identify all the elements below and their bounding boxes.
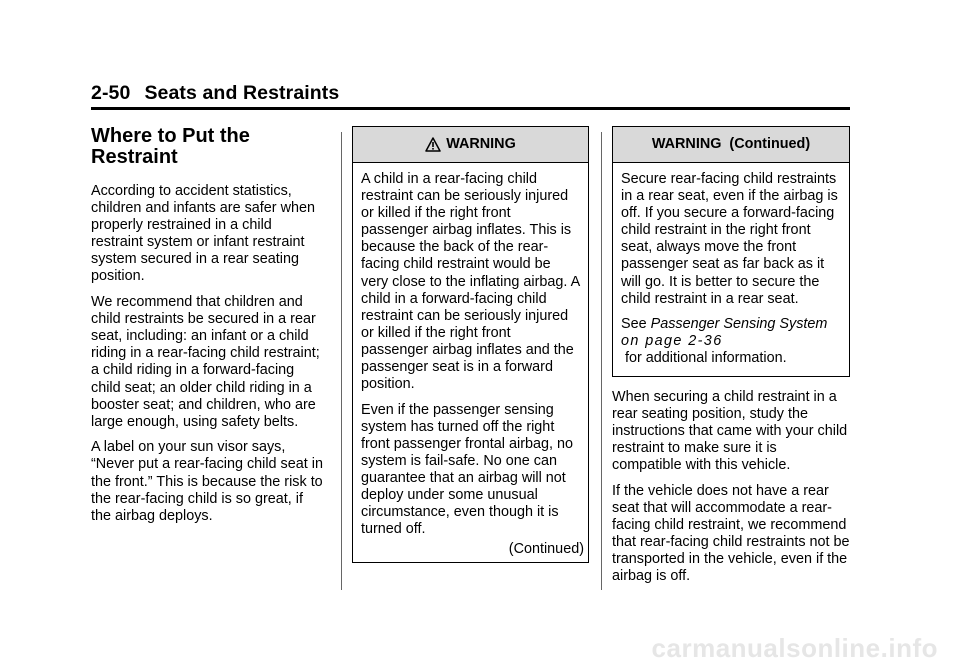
- page-number: 2-50: [91, 82, 131, 104]
- cross-reference-title: Passenger Sensing System: [650, 316, 828, 333]
- warning-continued-paragraph: Secure rear-facing child restraints in a rear seat, even if the airbag is off. If you secure a forward-facing child restraint in the right front seat, always move the front passenger seat as far back as it will go. It is better to secure the child restraint in a rear seat.: [621, 171, 838, 307]
- warning-header: [353, 127, 588, 163]
- paragraph-securing-instructions: When securing a child restraint in a rear seating position, study the instructions that came with your child restraint to make sure it is compatible with this vehicle.: [612, 389, 848, 474]
- warning-continued-header: [613, 127, 849, 163]
- right-column: [612, 126, 850, 594]
- warning-paragraph-1: A child in a rear-facing child restraint can be seriously injured or killed if the right front passenger airbag inflates. This is because the back of the rear-facing child restraint would be very close to the inflating airbag. A child in a forward-facing child restraint can be seriously injured or killed if the right front passenger airbag inflates and the passenger seat is in a forward position.: [361, 171, 580, 393]
- warning-box: [352, 126, 589, 563]
- warning-title: WARNING: [446, 135, 516, 152]
- warning-continued-title: WARNING (Continued): [651, 135, 811, 152]
- column-divider-2: [601, 132, 602, 590]
- heading-line-2: Restraint: [91, 146, 178, 168]
- paragraph-sun-visor-label: A label on your sun visor says, “Never put a rear-facing child seat in the front.” This is because the risk to the rear-facing child is so great, if the airbag deploys.: [91, 439, 323, 524]
- see-prefix: See: [621, 316, 651, 333]
- warning-triangle-icon: [425, 137, 441, 152]
- middle-column: [352, 126, 589, 563]
- paragraph-recommendation: We recommend that children and child restraints be secured in a rear seat, including: an infant or a child riding in a rear-facing child restraint; a child riding in a forward-facing child seat; an older child riding in a booster seat; and children, who are large enough, using safety belts.: [91, 294, 320, 430]
- see-suffix: for additional information.: [621, 350, 787, 367]
- section-title: Seats and Restraints: [144, 82, 340, 104]
- heading-line-1: Where to Put the: [91, 125, 250, 147]
- warning-continued-body: [613, 163, 849, 368]
- continued-label: (Continued): [508, 540, 584, 557]
- warning-continued-box: [612, 126, 850, 377]
- cross-reference-page: on page 2-36: [621, 333, 723, 350]
- left-column: [91, 126, 326, 533]
- paragraph-accident-statistics: According to accident statistics, children and infants are safer when properly restrained in a child restraint system or infant restraint system secured in a rear seating position.: [91, 183, 315, 285]
- column-divider-1: [341, 132, 342, 590]
- cross-reference-link[interactable]: [621, 316, 827, 349]
- warning-body: [353, 163, 588, 558]
- warning-paragraph-2: Even if the passenger sensing system has turned off the right front passenger frontal airbag, no system is fail-safe. No one can guarantee that an airbag will not deploy under some unusual circumstance, even though it is turned off.: [361, 401, 573, 538]
- section-heading: [91, 126, 326, 168]
- watermark: carmanualsonline.info: [651, 633, 938, 663]
- header-title: [91, 82, 339, 104]
- paragraph-no-rear-seat: If the vehicle does not have a rear seat that will accommodate a rear-facing child restraint, we recommend that rear-facing child restraints not be transported in the vehicle, even if the airbag is off.: [612, 483, 850, 585]
- page-header: [91, 82, 850, 110]
- cross-reference-paragraph: [621, 316, 841, 367]
